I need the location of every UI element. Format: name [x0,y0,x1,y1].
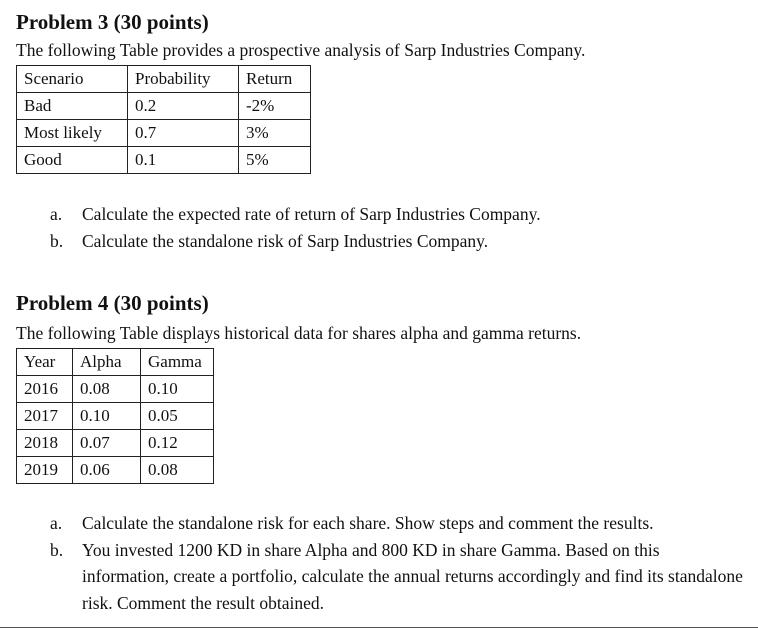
table-header-row [17,66,311,93]
table-row [17,120,311,147]
question-text: Calculate the standalone risk for each share. Show steps and comment the results. [82,513,654,533]
question-text: Calculate the standalone risk of Sarp Industries Company. [82,230,489,251]
table-cell: 0.10 [73,403,141,430]
table-cell: Most likely [17,120,128,147]
problem-4-heading: Problem 4 (30 points) [16,291,209,315]
problem-3-heading: Problem 3 (30 points) [16,10,209,34]
problem-3-intro: The following Table provides a prospective analysis of Sarp Industries Company. [16,40,586,60]
table-cell: 5% [239,147,311,174]
list-item [16,228,746,255]
table-cell: 0.08 [141,457,214,484]
problem-4-questions [16,510,750,616]
table-cell: 0.05 [141,403,214,430]
table-cell: Bad [17,93,128,120]
table-row [17,147,311,174]
table-cell: 0.7 [128,120,239,147]
table-cell: 0.08 [73,376,141,403]
problem-3-questions [16,201,746,254]
table-cell: 0.07 [73,430,141,457]
question-text: You invested 1200 KD in share Alpha and 800 KD in share Gamma. Based on this information, create a portfolio, calculate the annual returns accordingly and find its standalone risk. Comment the result obtained. [82,539,743,613]
returns-table [16,348,214,484]
column-header-year: Year [17,349,73,376]
question-text: Calculate the expected rate of return of Sarp Industries Company. [82,204,541,224]
scenario-table [16,65,311,174]
bottom-divider [0,627,758,628]
table-row [17,93,311,120]
column-header-probability: Probability [128,66,239,93]
table-cell: 0.06 [73,457,141,484]
problem-4-intro: The following Table displays historical data for shares alpha and gamma returns. [16,323,582,343]
list-marker: b. [50,230,64,251]
table-row [17,430,214,457]
table-cell: 2016 [17,376,73,403]
table-cell: 2018 [17,430,73,457]
column-header-scenario: Scenario [17,66,128,93]
list-marker: a. [50,204,63,224]
column-header-return: Return [239,66,311,93]
table-cell: 2017 [17,403,73,430]
table-header-row [17,349,214,376]
list-marker: b. [50,539,64,560]
column-header-gamma: Gamma [141,349,214,376]
table-cell: 3% [239,120,311,147]
list-item [16,201,746,228]
table-cell: 2019 [17,457,73,484]
list-marker: a. [50,513,63,533]
table-row [17,403,214,430]
table-cell: 0.10 [141,376,214,403]
table-cell: Good [17,147,128,174]
table-row [17,457,214,484]
list-item [16,510,750,537]
table-cell: 0.1 [128,147,239,174]
column-header-alpha: Alpha [73,349,141,376]
table-cell: -2% [239,93,311,120]
table-cell: 0.2 [128,93,239,120]
table-row [17,376,214,403]
list-item [16,537,750,617]
table-cell: 0.12 [141,430,214,457]
